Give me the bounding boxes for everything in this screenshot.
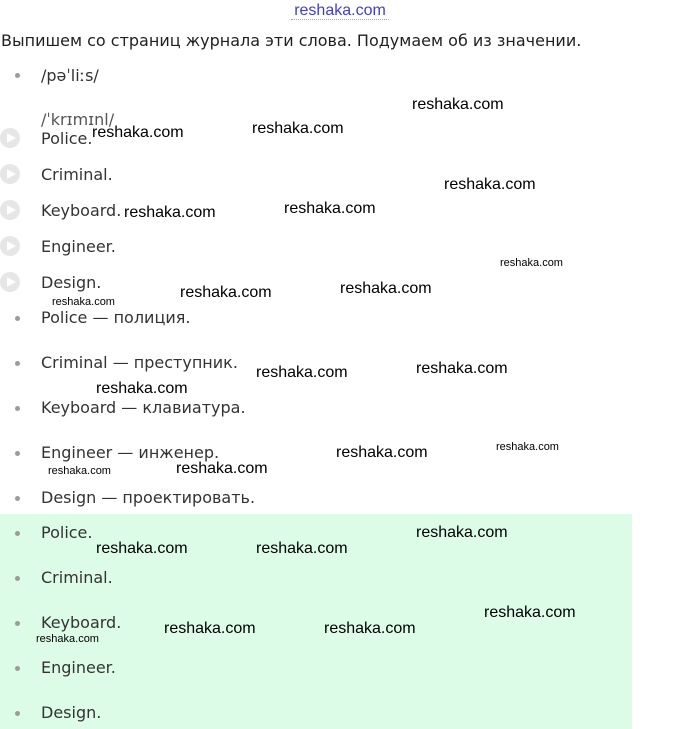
watermark: reshaka.com [96, 380, 188, 397]
watermark: reshaka.com [180, 284, 272, 301]
watermark: reshaka.com [412, 96, 504, 113]
play-audio-icon[interactable] [0, 272, 20, 292]
play-audio-icon[interactable] [0, 164, 20, 184]
play-audio-icon[interactable] [0, 236, 20, 256]
bullet [15, 451, 20, 456]
watermark: reshaka.com [48, 465, 111, 477]
watermark: reshaka.com [92, 124, 184, 141]
site-header-link[interactable]: reshaka.com [291, 2, 389, 20]
watermark: reshaka.com [124, 204, 216, 221]
watermark: reshaka.com [496, 441, 559, 453]
watermark: reshaka.com [96, 540, 188, 557]
transcription-2-clipped: /ˈkrɪmɪnl/ [41, 110, 115, 129]
watermark: reshaka.com [340, 280, 432, 297]
highlighted-word-keyboard: Keyboard. [41, 613, 122, 632]
watermark: reshaka.com [324, 620, 416, 637]
translation-design: Design — проектировать. [41, 488, 256, 507]
play-audio-icon[interactable] [0, 128, 20, 148]
highlighted-word-engineer: Engineer. [41, 658, 116, 677]
watermark: reshaka.com [336, 444, 428, 461]
bullet [15, 406, 20, 411]
watermark: reshaka.com [484, 604, 576, 621]
transcription-1: /pəˈliːs/ [41, 66, 99, 85]
highlighted-word-criminal: Criminal. [41, 568, 113, 587]
audio-word-police: Police. [41, 129, 93, 148]
watermark: reshaka.com [444, 176, 536, 193]
bullet [15, 576, 20, 581]
audio-word-criminal: Criminal. [41, 165, 113, 184]
watermark: reshaka.com [256, 364, 348, 381]
highlighted-word-design: Design. [41, 703, 102, 722]
watermark: reshaka.com [416, 360, 508, 377]
watermark: reshaka.com [256, 540, 348, 557]
watermark: reshaka.com [284, 200, 376, 217]
bullet [15, 316, 20, 321]
translation-police: Police — полиция. [41, 308, 191, 327]
watermark: reshaka.com [164, 620, 256, 637]
bullet [15, 711, 20, 716]
bullet [15, 621, 20, 626]
intro-text: Выпишем со страниц журнала эти слова. Подумаем об из значении. [1, 31, 582, 50]
highlighted-word-police: Police. [41, 523, 93, 542]
translation-engineer: Engineer — инженер. [41, 443, 220, 462]
translation-keyboard: Keyboard — клавиатура. [41, 398, 246, 417]
audio-word-design: Design. [41, 273, 102, 292]
bullet [15, 666, 20, 671]
watermark: reshaka.com [500, 257, 563, 269]
bullet [15, 531, 20, 536]
audio-word-engineer: Engineer. [41, 237, 116, 256]
bullet [15, 73, 20, 78]
translation-criminal: Criminal — преступник. [41, 353, 238, 372]
watermark: reshaka.com [36, 633, 99, 645]
watermark: reshaka.com [252, 120, 344, 137]
audio-word-keyboard: Keyboard. [41, 201, 122, 220]
watermark: reshaka.com [416, 524, 508, 541]
watermark: reshaka.com [52, 296, 115, 308]
watermark: reshaka.com [176, 460, 268, 477]
bullet [15, 496, 20, 501]
site-header[interactable] [0, 2, 680, 20]
bullet [15, 361, 20, 366]
play-audio-icon[interactable] [0, 200, 20, 220]
